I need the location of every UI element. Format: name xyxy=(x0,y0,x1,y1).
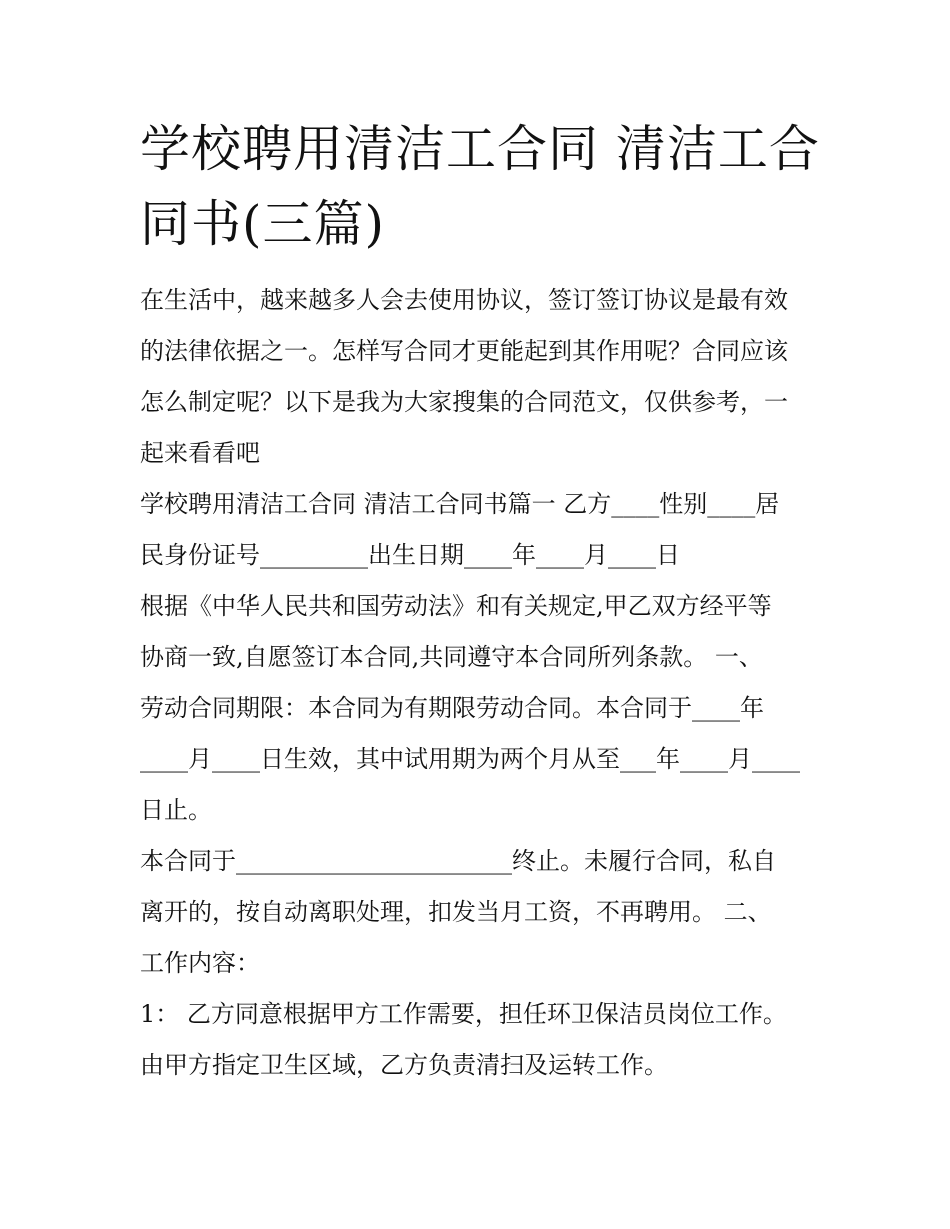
body-line-3: 怎么制定呢？以下是我为大家搜集的合同范文，仅供参考，一 xyxy=(140,388,788,416)
body-line-6: 民身份证号_________出生日期____年____月____日 xyxy=(140,541,680,569)
body-line-1: 在生活中，越来越多人会去使用协议，签订签订协议是最有效 xyxy=(140,286,788,314)
body-line-14: 工作内容： xyxy=(140,949,260,977)
body-line-4: 起来看看吧 xyxy=(140,439,260,467)
body-line-2: 的法律依据之一。怎样写合同才更能起到其作用呢？合同应该 xyxy=(140,337,788,365)
body-line-16: 由甲方指定卫生区域，乙方负责清扫及运转工作。 xyxy=(140,1051,668,1079)
document-title xyxy=(140,112,820,262)
title-line-2: 同书(三篇) xyxy=(140,195,386,253)
body-line-13: 离开的，按自动离职处理，扣发当月工资，不再聘用。 二、 xyxy=(140,898,772,926)
body-line-15: 1： 乙方同意根据甲方工作需要，担任环卫保洁员岗位工作。 xyxy=(140,1000,787,1028)
body-line-9: 劳动合同期限：本合同为有期限劳动合同。本合同于____年 xyxy=(140,694,764,722)
body-line-11: 日止。 xyxy=(140,796,212,824)
body-line-7: 根据《中华人民共和国劳动法》和有关规定,甲乙双方经平等 xyxy=(140,592,772,620)
body-line-5: 学校聘用清洁工合同 清洁工合同书篇一 乙方____性别____居 xyxy=(140,490,780,518)
body-line-12: 本合同于_______________________终止。未履行合同，私自 xyxy=(140,847,776,875)
title-line-1: 学校聘用清洁工合同 清洁工合 xyxy=(140,120,820,178)
body-line-10: ____月____日生效，其中试用期为两个月从至___年____月____ xyxy=(140,745,800,773)
body-line-8: 协商一致,自愿签订本合同,共同遵守本合同所列条款。 一、 xyxy=(140,643,763,671)
